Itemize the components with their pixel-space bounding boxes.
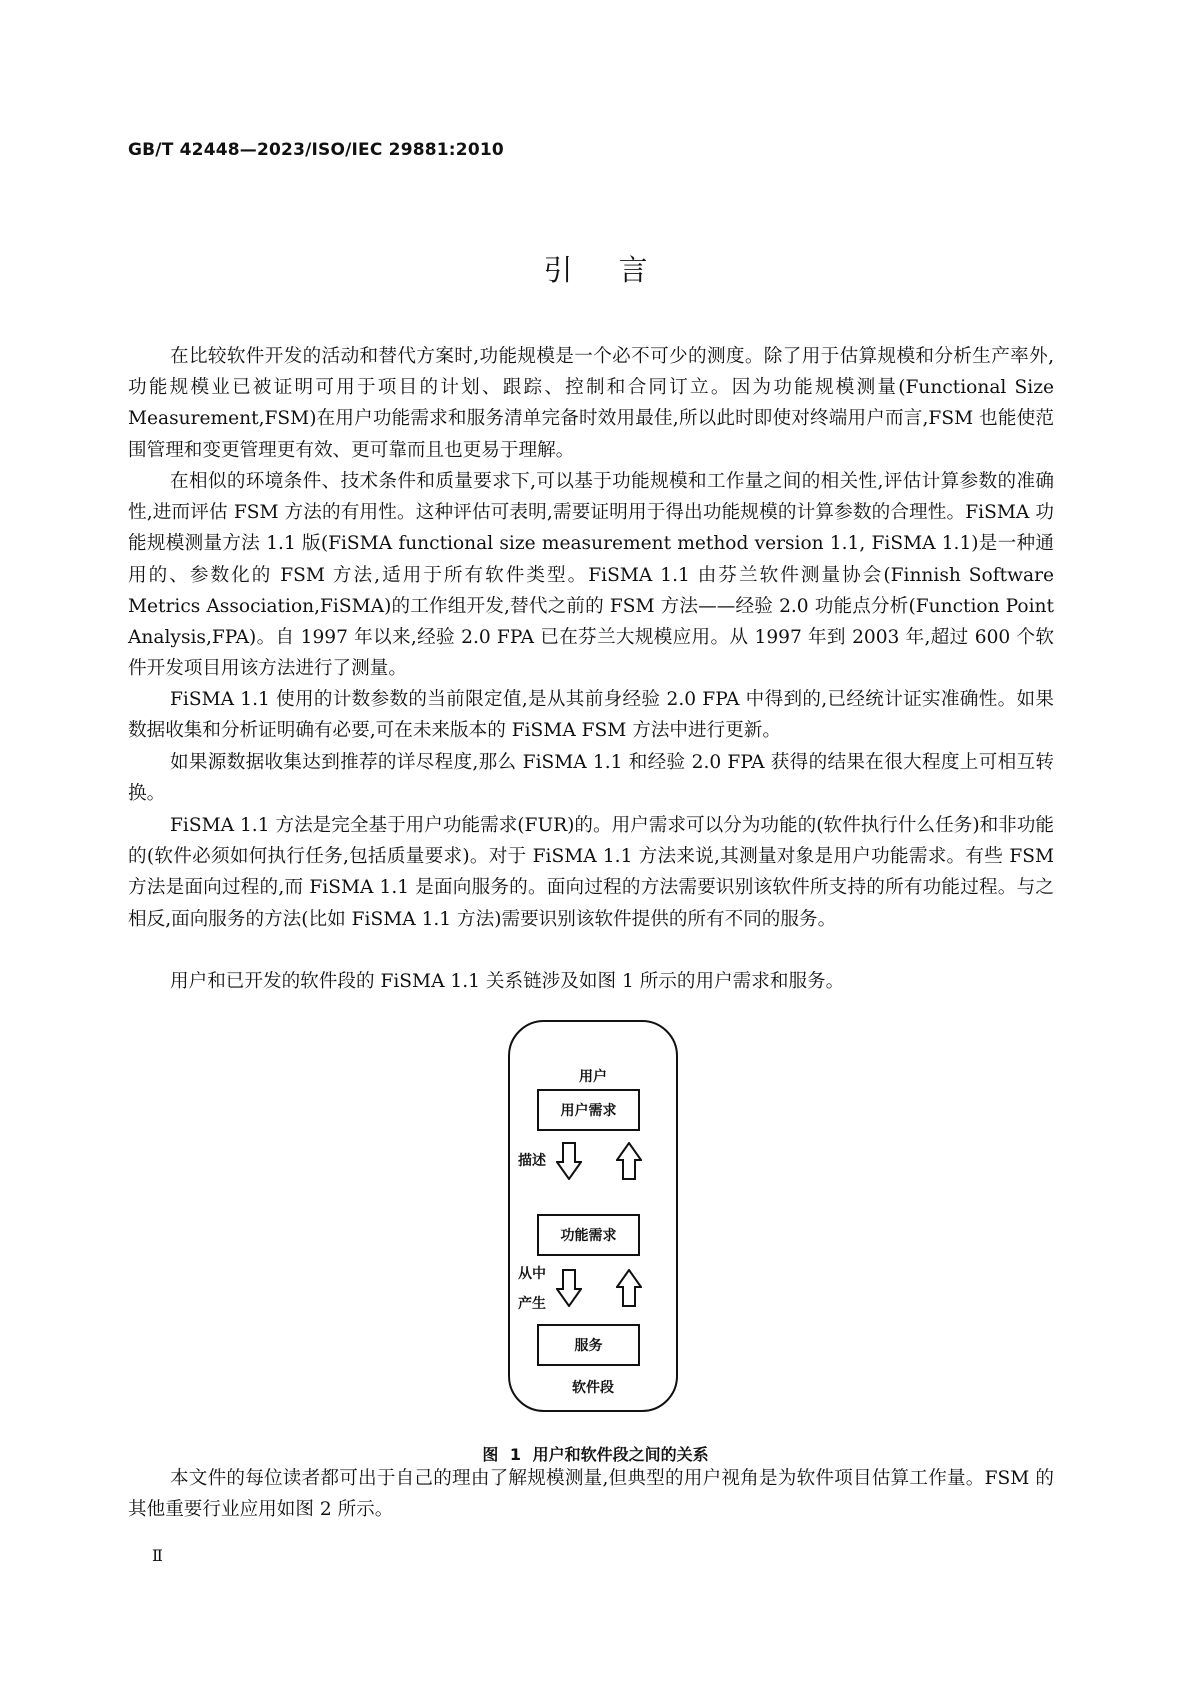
services-box	[537, 1324, 640, 1366]
paragraph-7: 本文件的每位读者都可出于自己的理由了解规模测量,但典型的用户视角是为软件项目估算工作量。FSM 的其他重要行业应用如图 2 所示。	[128, 1468, 1054, 1521]
paragraph-5: FiSMA 1.1 方法是完全基于用户功能需求(FUR)的。用户需求可以分为功能的(软件执行什么任务)和非功能的(软件必须如何执行任务,包括质量要求)。对于 FiSMA 1.1 方法来说,其测量对象是用户功能需求。有些 FSM 方法是面向过程的,而 FiSMA 1.1 是面向服务的。面向过程的方法需要识别该软件所支持的所有功能过程。与之相反,面向服务的方法(比如 FiSMA 1.1 方法)需要识别该软件提供的所有不同的服务。	[128, 815, 1054, 930]
standard-header: GB/T 42448—2023/ISO/IEC 29881:2010	[128, 140, 504, 160]
derive-label-line-2: 产生	[518, 1296, 546, 1312]
functional-requirements-box	[537, 1214, 640, 1256]
arrow-down-icon	[556, 1142, 582, 1180]
page-number: Ⅱ	[152, 1546, 163, 1565]
services-label: 服务	[574, 1338, 603, 1354]
user-requirements-box	[537, 1089, 640, 1131]
page-title: 引言	[543, 253, 694, 287]
figure-caption: 图 1 用户和软件段之间的关系	[482, 1445, 709, 1464]
paragraph-1: 在比较软件开发的活动和替代方案时,功能规模是一个必不可少的测度。除了用于估算规模和分析生产率外,功能规模业已被证明可用于项目的计划、跟踪、控制和合同订立。因为功能规模测量(Functional Size Measurement,FSM)在用户功能需求和服务清单完备时效用最佳,所以此时即使对终端用户而言,FSM 也能使范围管理和变更管理更有效、更可靠而且也更易于理解。	[128, 346, 1054, 461]
derive-label-line-1: 从中	[518, 1266, 546, 1282]
figure-1-diagram	[508, 1020, 678, 1412]
functional-requirements-label: 功能需求	[560, 1228, 617, 1244]
describe-label: 描述	[518, 1153, 546, 1169]
paragraph-6: 用户和已开发的软件段的 FiSMA 1.1 关系链涉及如图 1 所示的用户需求和服务。	[170, 971, 845, 992]
user-requirements-label: 用户需求	[560, 1103, 617, 1119]
figure-user-label: 用户	[579, 1069, 607, 1085]
paragraph-3: FiSMA 1.1 使用的计数参数的当前限定值,是从其前身经验 2.0 FPA 中得到的,已经统计证实准确性。如果数据收集和分析证明确有必要,可在未来版本的 FiSMA FSM 方法中进行更新。	[128, 689, 1054, 742]
paragraph-2: 在相似的环境条件、技术条件和质量要求下,可以基于功能规模和工作量之间的相关性,评估计算参数的准确性,进而评估 FSM 方法的有用性。这种评估可表明,需要证明用于得出功能规模的计算参数的合理性。FiSMA 功能规模测量方法 1.1 版(FiSMA functional size measurement method version 1.1, FiSMA 1.1)是一种通用的、参数化的 FSM 方法,适用于所有软件类型。FiSMA 1.1 由芬兰软件测量协会(Finnish Software Metrics Association,FiSMA)的工作组开发,替代之前的 FSM 方法——经验 2.0 功能点分析(Function Point Analysis,FPA)。自 1997 年以来,经验 2.0 FPA 已在芬兰大规模应用。从 1997 年到 2003 年,超过 600 个软件开发项目用该方法进行了测量。	[128, 471, 1054, 680]
software-segment-label: 软件段	[572, 1380, 614, 1396]
arrow-up-icon	[616, 1269, 642, 1307]
arrow-up-icon	[616, 1142, 642, 1180]
arrow-down-icon	[556, 1269, 582, 1307]
paragraph-4: 如果源数据收集达到推荐的详尽程度,那么 FiSMA 1.1 和经验 2.0 FPA 获得的结果在很大程度上可相互转换。	[128, 752, 1054, 805]
